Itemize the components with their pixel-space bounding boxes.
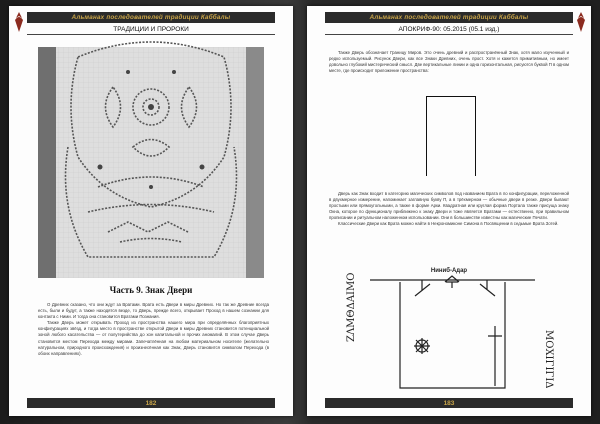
header-subtitle: ТРАДИЦИИ И ПРОРОКИ xyxy=(113,26,189,33)
page-header xyxy=(307,6,591,36)
paragraph: Классические Двери как Врата можно найти в Некрономиконе Симона в Посвящении в седьмые Врата Зотей. xyxy=(338,221,559,227)
emblem-icon xyxy=(12,10,26,34)
page-number: 183 xyxy=(443,399,455,407)
header-subtitle-row xyxy=(27,25,275,35)
section-title: Часть 9. Знак Двери xyxy=(109,285,193,295)
paragraph: О Древних сказано, что они ждут за Вратами. Врата есть Двери в миры Древних. Но так же Древние всегда есть, были и будут, а также находятся везде, то Дверь, прежде всего, открывает Проход в нашем сознании для контакта с Ними. И тогда она становится Вратами Познания. xyxy=(38,302,269,320)
paragraph: Дверь как Знак входит в категорию магических символов под названием Врата в по конфигурации, переложенной в двухмерное измерение, напоминает заглавную букву П, а в трёхмерном — обычные двери в резке. Двери бывают простыми или прямоугольными, а также в форме Арки. Квадратная или круглая форма Портала также присуща знаку Окна, которое по функционалу приближено к знаку Двери и тоже является Вратами — естественно, при правильном прописании и ритуальном наложенном использовании. Они в большинстве известны как магические Печати. xyxy=(329,191,569,221)
header-title: Альманах последователей традиции Каббалы xyxy=(369,14,529,21)
paragraph: Также Дверь обозначает Границу Миров. Это очень древний и распространённый Знак, хотя мало изученный и редко используемый. Рисунок Двери, как все Знаки Древних, очень прост. Хотя и кажется примитивным, но имеет довольно глубокий мистерический смысл. Две вертикальные линии и одна горизонтальная, рисуются буквой П в одном месте, где происходит приложение пространства: xyxy=(329,50,569,74)
page-footer xyxy=(325,398,573,408)
body-text-top xyxy=(329,50,569,74)
header-bar xyxy=(325,12,573,23)
paragraph: Также Дверь может открывать Проход из пространства нашего мира при определённых благоприятных конфигурациях звёзд, и тогда место в пространстве открытой Двери в миры Древних становится потенциальной зоной любого касательства — от полутерийства до хон капитальной и прочих аномалий. В этом случае Дверь становится местом Перехода между мирами. Запечатлённая на любом материальном носителе (желательно натуральном, природного происхождения) и произнесённая как Знак, Дверь становится символом Перехода (в обоих направлениях). xyxy=(38,320,269,356)
door-sign-figure xyxy=(426,96,476,176)
header-bar xyxy=(27,12,275,23)
header-subtitle: АПОКРИФ-90: 05.2015 (05.1 изд.) xyxy=(398,26,500,33)
sigil-right-text: ΜΟΧΙΓΙΓΙΔ xyxy=(543,330,554,389)
door-sign-photo xyxy=(38,47,264,278)
tiled-mosaic-image xyxy=(38,47,264,278)
left-page xyxy=(9,6,293,416)
header-title: Альманах последователей традиции Каббалы xyxy=(71,14,231,21)
ninib-adar-sigil xyxy=(346,272,554,392)
body-text xyxy=(38,302,269,357)
header-subtitle-row xyxy=(325,25,573,35)
page-footer xyxy=(27,398,275,408)
body-text-bottom xyxy=(329,191,569,228)
page-number: 182 xyxy=(145,399,157,407)
emblem-icon xyxy=(574,10,588,34)
figure-caption: Ниниб-Адар xyxy=(430,268,468,274)
sigil-left-text: ΖΛΜΘΔΑΙΜΟ xyxy=(346,272,357,342)
page-header xyxy=(9,6,293,36)
right-page xyxy=(307,6,591,416)
